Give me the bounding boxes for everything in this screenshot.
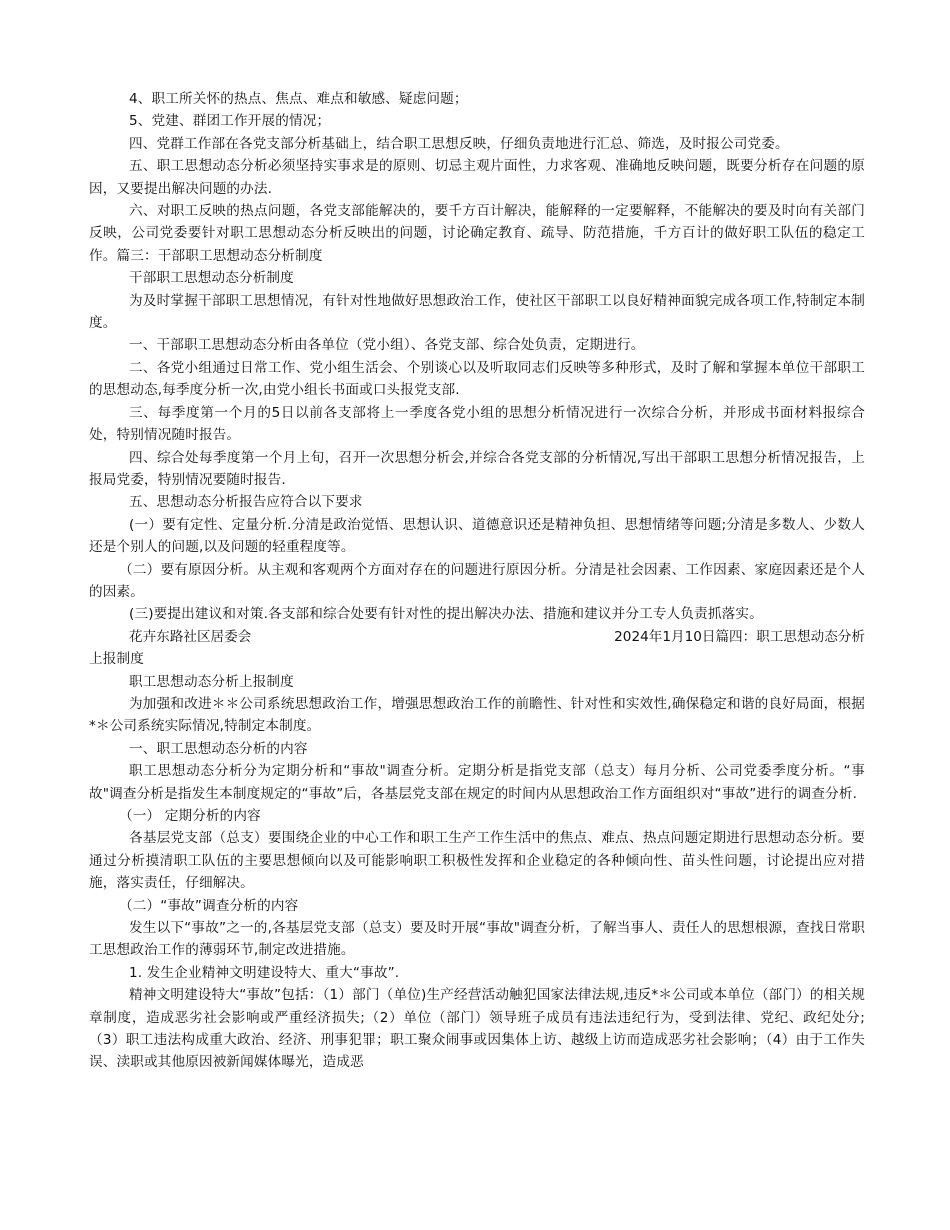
paragraph: 六、对职工反映的热点问题，各党支部能解决的，要千方百计解决，能解释的一定要解释，不能解决的要及时向有关部门反映，公司党委要针对职工思想动态分析反映出的问题，讨论确定教育、疏导、防范措施，千方百计的做好职工队伍的稳定工作。篇三：干部职工思想动态分析制度	[89, 203, 865, 264]
paragraph: 精神文明建设特大“事故”包括：（1）部门（单位)生产经营活动触犯国家法律法规,违反*＊公司或本单位（部门）的相关规章制度，造成恶劣社会影响或严重经济损失;（2）单位（部门）领导班子成员有违法违纪行为，受到法律、党纪、政纪处分;（3）职工违法构成重大政治、经济、刑事犯罪；职工聚众闹事或因集体上访、越级上访而造成恶劣社会影响；（4）由于工作失误、渎职或其他原因被新闻媒体曝光，造成恶	[89, 987, 865, 1071]
signature-date-and-next-title: 2024年1月10日篇四：职工思想动态分析	[614, 628, 865, 645]
paragraph: 四、党群工作部在各党支部分析基础上，结合职工思想反映，仔细负责地进行汇总、筛选，及时报公司党委。	[129, 135, 789, 152]
document-body-part2	[89, 648, 865, 1074]
paragraph: 二、各党小组通过日常工作、党小组生活会、个别谈心以及听取同志们反映等多种形式，及时了解和掌握本单位干部职工的思想动态,每季度分析一次,由党小组长书面或口头报党支部.	[89, 359, 865, 399]
signature-organization: 花卉东路社区居委会	[129, 628, 252, 645]
paragraph: 为加强和改进＊＊公司系统思想政治工作，增强思想政治工作的前瞻性、针对性和实效性,确保稳定和谐的良好局面，根据*＊公司系统实际情况,特制定本制度。	[89, 695, 865, 735]
paragraph: 四、综合处每季度第一个月上旬，召开一次思想分析会,并综合各党支部的分析情况,写出干部职工思想分析情况报告，上报局党委，特别情况要随时报告.	[89, 449, 865, 488]
paragraph: 发生以下“事故”之一的,各基层党支部（总支）要及时开展“事故"调查分析，了解当事人、责任人的思想根源，查找日常职工思想政治工作的薄弱环节,制定改进措施。	[89, 920, 865, 959]
paragraph: 五、思想动态分析报告应符合以下要求	[129, 494, 363, 511]
paragraph: 五、职工思想动态分析必须坚持实事求是的原则、切忌主观片面性，力求客观、准确地反映问题，既要分析存在问题的原因，又要提出解决问题的办法.	[89, 158, 865, 197]
paragraph: 5、党建、群团工作开展的情况；	[129, 113, 331, 130]
paragraph: (一）要有定性、定量分析.分清是政治觉悟、思想认识、道德意识还是精神负担、思想情绪等问题;分清是多数人、少数人还是个别人的问题,以及问题的轻重程度等。	[89, 516, 865, 556]
paragraph: 各基层党支部（总支）要围绕企业的中心工作和职工生产工作生活中的焦点、难点、热点问题定期进行思想动态分析。要通过分析摸清职工队伍的主要思想倾向以及可能影响职工积极性发挥和企业稳定的各种倾向性、苗头性问题，讨论提出应对措施，落实责任，仔细解决。	[89, 830, 865, 892]
document-body-part1	[89, 88, 865, 626]
signature-line	[89, 626, 865, 648]
paragraph: 为及时掌握干部职工思想情况，有针对性地做好思想政治工作，使社区干部职工以良好精神面貌完成各项工作,特制定本制度。	[89, 292, 865, 332]
paragraph: 职工思想动态分析分为定期分析和“事故"调查分析。定期分析是指党支部（总支）每月分析、公司党委季度分析。“事故"调查分析是指发生本制度规定的“事故”后，各基层党支部在规定的时间内从思想政治工作方面组织对“事故”进行的调查分析.	[89, 763, 865, 802]
paragraph: （二）要有原因分析。从主观和客观两个方面对存在的问题进行原因分析。分清是社会因素、工作因素、家庭因素还是个人的因素。	[89, 561, 865, 600]
paragraph: （一） 定期分析的内容	[119, 808, 261, 824]
paragraph: （二）“事故”调查分析的内容	[119, 897, 299, 914]
paragraph: 一、干部职工思想动态分析由各单位（党小组）、各党支部、综合处负责，定期进行。	[129, 337, 645, 354]
paragraph: 一、职工思想动态分析的内容	[129, 740, 308, 757]
document-page	[89, 88, 865, 1074]
paragraph: 职工思想动态分析上报制度	[129, 673, 294, 690]
paragraph: 三、每季度第一个月的5日以前各支部将上一季度各党小组的思想分析情况进行一次综合分析，并形成书面材料报综合处，特别情况随时报告。	[89, 404, 865, 444]
paragraph: 1. 发生企业精神文明建设特大、重大“事故”.	[129, 964, 400, 981]
paragraph: 4、职工所关怀的热点、焦点、难点和敏感、疑虑问题；	[129, 91, 468, 107]
paragraph: 上报制度	[89, 651, 144, 668]
paragraph: 干部职工思想动态分析制度	[129, 270, 294, 287]
paragraph: (三)要提出建议和对策.各支部和综合处要有针对性的提出解决办法、措施和建议并分工专人负责抓落实。	[129, 606, 763, 623]
